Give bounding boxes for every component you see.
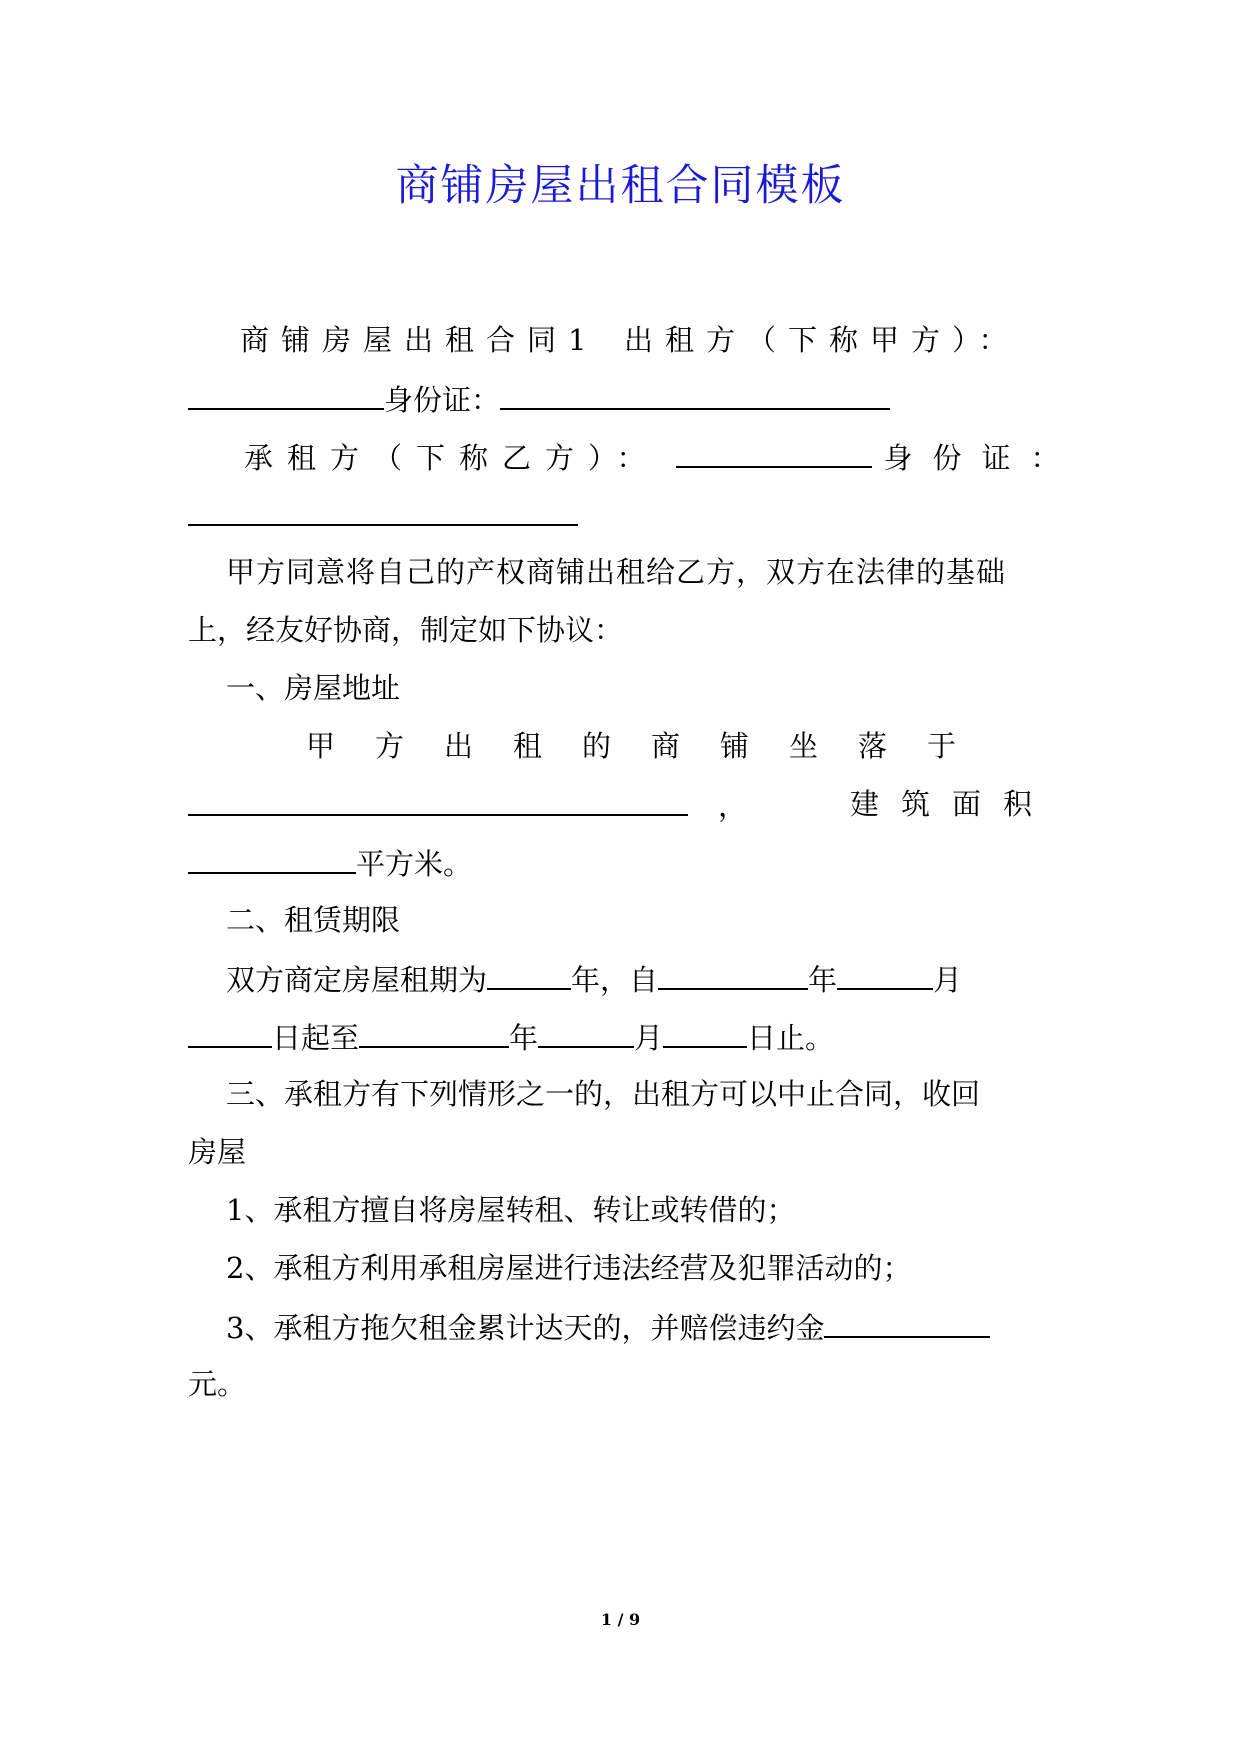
item-2: 2、承租方利用承租房屋进行违法经营及犯罪活动的； xyxy=(226,1251,912,1285)
header-line xyxy=(240,320,1054,360)
area-unit: 平方米。 xyxy=(356,847,473,881)
section-2-title: 二、租赁期限 xyxy=(226,903,401,937)
address-line-1 xyxy=(306,726,1054,766)
start-day-blank[interactable] xyxy=(188,1016,272,1048)
term-prefix: 双方商定房屋租期为 xyxy=(226,963,488,997)
end-day-blank[interactable] xyxy=(663,1016,747,1048)
lessee-id-label: 身份证： xyxy=(883,441,1080,475)
intro-line-1: 甲方同意将自己的产权商铺出租给乙方，双方在法律的基础 xyxy=(226,555,1007,589)
address-blank[interactable] xyxy=(188,784,688,816)
item-3-end: 元。 xyxy=(188,1367,247,1401)
contract-label: 商铺房屋出租合同1 xyxy=(240,323,599,357)
address-line-2 xyxy=(188,784,1054,826)
lessor-id-line xyxy=(188,378,1054,420)
section-1-title: 一、房屋地址 xyxy=(226,671,401,705)
term-years-blank[interactable] xyxy=(487,958,571,990)
item-1: 1、承租方擅自将房屋转租、转让或转借的； xyxy=(226,1193,796,1227)
start-month-blank[interactable] xyxy=(837,958,933,990)
section-3-line-2: 房屋 xyxy=(188,1135,247,1169)
term-line-1 xyxy=(226,958,1054,1000)
start-day-label: 日起至 xyxy=(272,1021,360,1055)
id-label: 身份证： xyxy=(384,383,501,417)
end-day-label: 日止。 xyxy=(747,1021,835,1055)
start-year-blank[interactable] xyxy=(658,958,808,990)
penalty-blank[interactable] xyxy=(824,1306,990,1338)
section-3-line-1: 三、承租方有下列情形之一的，出租方可以中止合同，收回 xyxy=(226,1077,981,1111)
item-3-text: 3、承租方拖欠租金累计达天的，并赔偿违约金 xyxy=(226,1311,825,1345)
end-year-blank[interactable] xyxy=(359,1016,509,1048)
end-month-blank[interactable] xyxy=(538,1016,634,1048)
address-comma: ， xyxy=(718,789,748,823)
start-month-label: 月 xyxy=(933,963,963,997)
lessor-label: 出租方（下称甲方）： xyxy=(624,323,1020,357)
area-blank[interactable] xyxy=(188,842,356,874)
start-year-label: 年 xyxy=(808,963,838,997)
term-line-2 xyxy=(188,1016,1054,1058)
item-3 xyxy=(226,1306,1054,1348)
document-title: 商铺房屋出租合同模板 xyxy=(395,161,846,211)
lessee-line xyxy=(244,436,1080,478)
term-year-label: 年，自 xyxy=(571,963,659,997)
address-text: 甲方出租的商铺坐落于 xyxy=(306,729,997,763)
area-line xyxy=(188,842,1054,884)
lessor-id-blank[interactable] xyxy=(500,378,890,410)
lessee-label: 承租方（下称乙方）： xyxy=(244,441,660,475)
lessee-id-blank[interactable] xyxy=(188,494,578,526)
lessee-id-line xyxy=(188,494,1054,536)
intro-line-2: 上，经友好协商，制定如下协议： xyxy=(188,613,624,647)
page-number: 1 / 9 xyxy=(600,1610,641,1629)
end-year-label: 年 xyxy=(509,1021,539,1055)
lessee-name-blank[interactable] xyxy=(676,436,872,468)
end-month-label: 月 xyxy=(634,1021,664,1055)
lessor-name-blank[interactable] xyxy=(188,378,384,410)
building-area-label: 建筑面积 xyxy=(849,787,1054,821)
